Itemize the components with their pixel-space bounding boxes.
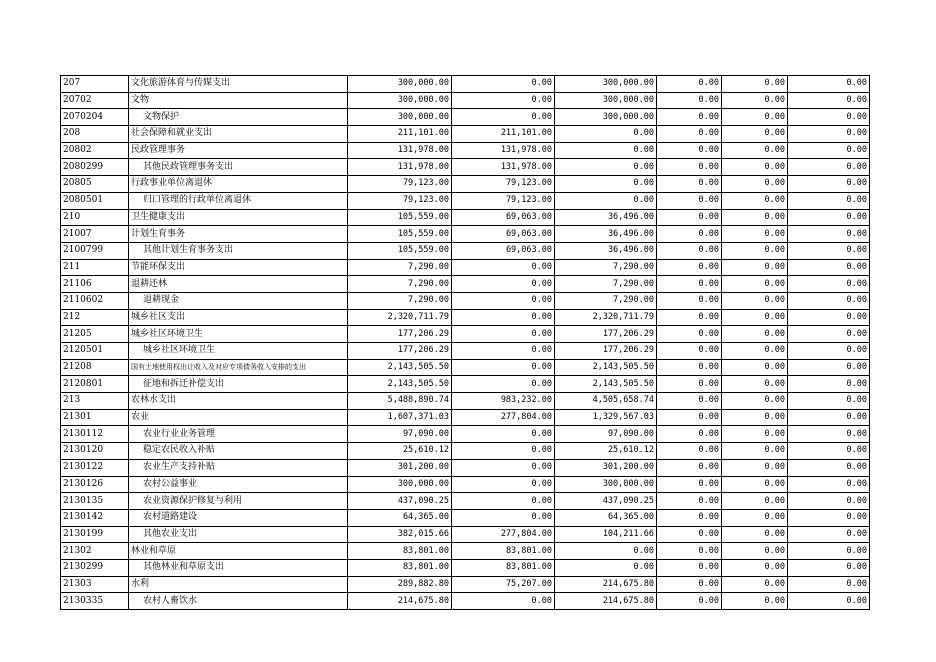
row-value-cell[interactable]: 0.00 xyxy=(722,393,788,410)
table-row xyxy=(61,259,870,276)
row-value-cell[interactable]: 0.00 xyxy=(788,159,870,176)
row-value-cell[interactable]: 0.00 xyxy=(657,76,722,93)
row-value-cell[interactable]: 0.00 xyxy=(722,359,788,376)
row-value-cell[interactable]: 0.00 xyxy=(452,359,555,376)
row-code-cell[interactable]: 2080501 xyxy=(61,192,129,209)
table-row xyxy=(61,476,870,493)
row-value-cell[interactable]: 0.00 xyxy=(657,409,722,426)
row-code-cell[interactable]: 211 xyxy=(61,259,129,276)
row-value-cell[interactable]: 0.00 xyxy=(788,142,870,159)
row-value-cell[interactable]: 0.00 xyxy=(788,343,870,360)
row-code-cell[interactable]: 2120801 xyxy=(61,376,129,393)
row-value-cell[interactable]: 0.00 xyxy=(722,259,788,276)
row-value-cell[interactable]: 0.00 xyxy=(788,593,870,610)
row-name-cell[interactable]: 城乡社区环境卫生 xyxy=(129,326,348,343)
row-value-cell[interactable]: 105,559.00 xyxy=(348,209,452,226)
row-value-cell[interactable]: 0.00 xyxy=(722,142,788,159)
table-row xyxy=(61,359,870,376)
row-value-cell[interactable]: 4,505,658.74 xyxy=(555,393,657,410)
row-name-cell[interactable]: 水利 xyxy=(129,576,348,593)
row-value-cell[interactable]: 64,365.00 xyxy=(348,509,452,526)
row-value-cell[interactable]: 0.00 xyxy=(657,309,722,326)
row-value-cell[interactable]: 0.00 xyxy=(722,509,788,526)
row-value-cell[interactable]: 79,123.00 xyxy=(452,176,555,193)
row-code-cell[interactable]: 20802 xyxy=(61,142,129,159)
row-code-cell[interactable]: 21106 xyxy=(61,276,129,293)
row-value-cell[interactable]: 25,610.12 xyxy=(555,443,657,460)
row-value-cell[interactable]: 0.00 xyxy=(657,292,722,309)
row-value-cell[interactable]: 83,801.00 xyxy=(348,543,452,560)
table-row xyxy=(61,109,870,126)
row-name-cell[interactable]: 节能环保支出 xyxy=(129,259,348,276)
row-value-cell[interactable]: 0.00 xyxy=(452,426,555,443)
row-value-cell[interactable]: 0.00 xyxy=(452,309,555,326)
row-value-cell[interactable]: 0.00 xyxy=(657,559,722,576)
row-value-cell[interactable]: 0.00 xyxy=(657,509,722,526)
row-value-cell[interactable]: 0.00 xyxy=(722,376,788,393)
row-value-cell[interactable]: 0.00 xyxy=(788,276,870,293)
row-value-cell[interactable]: 69,063.00 xyxy=(452,226,555,243)
row-value-cell[interactable]: 0.00 xyxy=(788,526,870,543)
row-value-cell[interactable]: 131,978.00 xyxy=(348,159,452,176)
row-value-cell[interactable]: 0.00 xyxy=(788,493,870,510)
table-row xyxy=(61,443,870,460)
row-code-cell[interactable]: 2130335 xyxy=(61,593,129,610)
row-value-cell[interactable]: 0.00 xyxy=(657,459,722,476)
row-value-cell[interactable]: 79,123.00 xyxy=(452,192,555,209)
row-code-cell[interactable]: 210 xyxy=(61,209,129,226)
row-value-cell[interactable]: 300,000.00 xyxy=(348,76,452,93)
row-name-cell[interactable]: 其他农业支出 xyxy=(129,526,348,543)
row-name-cell[interactable]: 退耕还林 xyxy=(129,276,348,293)
row-value-cell[interactable]: 0.00 xyxy=(657,576,722,593)
row-value-cell[interactable]: 277,804.00 xyxy=(452,409,555,426)
row-value-cell[interactable]: 0.00 xyxy=(657,109,722,126)
row-code-cell[interactable]: 2130142 xyxy=(61,509,129,526)
row-value-cell[interactable]: 0.00 xyxy=(788,292,870,309)
row-value-cell[interactable]: 0.00 xyxy=(657,343,722,360)
row-value-cell[interactable]: 7,290.00 xyxy=(555,292,657,309)
row-value-cell[interactable]: 0.00 xyxy=(722,309,788,326)
row-name-cell[interactable]: 征地和拆迁补偿支出 xyxy=(129,376,348,393)
row-value-cell[interactable]: 0.00 xyxy=(722,593,788,610)
row-value-cell[interactable]: 0.00 xyxy=(788,126,870,143)
row-name-cell[interactable]: 其他林业和草原支出 xyxy=(129,559,348,576)
row-value-cell[interactable]: 64,365.00 xyxy=(555,509,657,526)
row-value-cell[interactable]: 0.00 xyxy=(452,92,555,109)
table-row xyxy=(61,309,870,326)
row-value-cell[interactable]: 36,496.00 xyxy=(555,226,657,243)
row-value-cell[interactable]: 7,290.00 xyxy=(348,259,452,276)
row-value-cell[interactable]: 0.00 xyxy=(452,343,555,360)
table-row xyxy=(61,159,870,176)
row-value-cell[interactable]: 0.00 xyxy=(657,393,722,410)
row-value-cell[interactable]: 105,559.00 xyxy=(348,242,452,259)
row-value-cell[interactable]: 0.00 xyxy=(452,459,555,476)
row-value-cell[interactable]: 0.00 xyxy=(657,192,722,209)
row-code-cell[interactable]: 2100799 xyxy=(61,242,129,259)
row-value-cell[interactable]: 300,000.00 xyxy=(555,92,657,109)
row-value-cell[interactable]: 0.00 xyxy=(452,376,555,393)
row-value-cell[interactable]: 214,675.80 xyxy=(348,593,452,610)
row-code-cell[interactable]: 208 xyxy=(61,126,129,143)
row-value-cell[interactable]: 0.00 xyxy=(657,493,722,510)
row-value-cell[interactable]: 0.00 xyxy=(452,476,555,493)
row-value-cell[interactable]: 300,000.00 xyxy=(348,109,452,126)
row-value-cell[interactable]: 0.00 xyxy=(722,159,788,176)
row-value-cell[interactable]: 0.00 xyxy=(722,226,788,243)
row-value-cell[interactable]: 83,801.00 xyxy=(348,559,452,576)
table-row xyxy=(61,393,870,410)
row-value-cell[interactable]: 83,801.00 xyxy=(452,543,555,560)
row-value-cell[interactable]: 83,801.00 xyxy=(452,559,555,576)
row-code-cell[interactable]: 21303 xyxy=(61,576,129,593)
row-name-cell[interactable]: 卫生健康支出 xyxy=(129,209,348,226)
row-value-cell[interactable]: 0.00 xyxy=(722,559,788,576)
row-value-cell[interactable]: 0.00 xyxy=(788,92,870,109)
row-value-cell[interactable]: 1,329,567.03 xyxy=(555,409,657,426)
row-value-cell[interactable]: 0.00 xyxy=(452,593,555,610)
row-value-cell[interactable]: 25,610.12 xyxy=(348,443,452,460)
row-name-cell[interactable]: 其他计划生育事务支出 xyxy=(129,242,348,259)
row-value-cell[interactable]: 0.00 xyxy=(555,159,657,176)
row-value-cell[interactable]: 79,123.00 xyxy=(348,192,452,209)
row-value-cell[interactable]: 300,000.00 xyxy=(555,109,657,126)
table-row xyxy=(61,409,870,426)
row-value-cell[interactable]: 0.00 xyxy=(657,593,722,610)
row-value-cell[interactable]: 69,063.00 xyxy=(452,209,555,226)
row-name-cell[interactable]: 社会保障和就业支出 xyxy=(129,126,348,143)
row-value-cell[interactable]: 0.00 xyxy=(555,142,657,159)
row-value-cell[interactable]: 177,206.29 xyxy=(348,343,452,360)
table-row xyxy=(61,192,870,209)
table-row xyxy=(61,343,870,360)
row-value-cell[interactable]: 0.00 xyxy=(788,426,870,443)
row-name-cell[interactable]: 其他民政管理事务支出 xyxy=(129,159,348,176)
row-value-cell[interactable]: 0.00 xyxy=(657,209,722,226)
row-value-cell[interactable]: 301,200.00 xyxy=(348,459,452,476)
row-value-cell[interactable]: 75,207.00 xyxy=(452,576,555,593)
table-row xyxy=(61,559,870,576)
row-value-cell[interactable]: 2,143,505.50 xyxy=(555,359,657,376)
row-value-cell[interactable]: 0.00 xyxy=(657,259,722,276)
row-value-cell[interactable]: 2,143,505.50 xyxy=(555,376,657,393)
row-code-cell[interactable]: 2130135 xyxy=(61,493,129,510)
row-value-cell[interactable]: 0.00 xyxy=(657,443,722,460)
row-code-cell[interactable]: 2130122 xyxy=(61,459,129,476)
row-value-cell[interactable]: 0.00 xyxy=(722,543,788,560)
row-code-cell[interactable]: 2080299 xyxy=(61,159,129,176)
row-value-cell[interactable]: 0.00 xyxy=(555,192,657,209)
row-value-cell[interactable]: 0.00 xyxy=(788,259,870,276)
row-value-cell[interactable]: 0.00 xyxy=(722,409,788,426)
row-value-cell[interactable]: 177,206.29 xyxy=(555,343,657,360)
row-value-cell[interactable]: 0.00 xyxy=(788,192,870,209)
row-value-cell[interactable]: 0.00 xyxy=(657,359,722,376)
row-value-cell[interactable]: 0.00 xyxy=(722,76,788,93)
row-value-cell[interactable]: 300,000.00 xyxy=(348,92,452,109)
table-row xyxy=(61,176,870,193)
row-code-cell[interactable]: 20805 xyxy=(61,176,129,193)
table-row xyxy=(61,509,870,526)
row-value-cell[interactable]: 0.00 xyxy=(722,476,788,493)
row-value-cell[interactable]: 0.00 xyxy=(722,443,788,460)
row-code-cell[interactable]: 213 xyxy=(61,393,129,410)
row-name-cell[interactable]: 民政管理事务 xyxy=(129,142,348,159)
row-value-cell[interactable]: 437,090.25 xyxy=(555,493,657,510)
row-value-cell[interactable]: 0.00 xyxy=(555,559,657,576)
budget-table xyxy=(60,75,870,610)
row-value-cell[interactable]: 437,090.25 xyxy=(348,493,452,510)
row-value-cell[interactable]: 0.00 xyxy=(452,509,555,526)
row-value-cell[interactable]: 0.00 xyxy=(722,109,788,126)
table-row xyxy=(61,292,870,309)
row-value-cell[interactable]: 69,063.00 xyxy=(452,242,555,259)
row-name-cell[interactable]: 计划生育事务 xyxy=(129,226,348,243)
row-name-cell[interactable]: 农村道路建设 xyxy=(129,509,348,526)
table-row xyxy=(61,526,870,543)
row-value-cell[interactable]: 0.00 xyxy=(452,493,555,510)
row-value-cell[interactable]: 0.00 xyxy=(788,576,870,593)
row-value-cell[interactable]: 104,211.66 xyxy=(555,526,657,543)
table-row xyxy=(61,209,870,226)
row-value-cell[interactable]: 0.00 xyxy=(657,126,722,143)
row-name-cell[interactable]: 退耕现金 xyxy=(129,292,348,309)
row-value-cell[interactable]: 2,143,505.50 xyxy=(348,359,452,376)
row-value-cell[interactable]: 0.00 xyxy=(788,226,870,243)
row-value-cell[interactable]: 7,290.00 xyxy=(348,276,452,293)
table-row xyxy=(61,76,870,93)
row-value-cell[interactable]: 0.00 xyxy=(657,92,722,109)
row-name-cell[interactable]: 农业资源保护修复与利用 xyxy=(129,493,348,510)
row-value-cell[interactable]: 0.00 xyxy=(657,376,722,393)
row-value-cell[interactable]: 0.00 xyxy=(788,543,870,560)
table-row xyxy=(61,543,870,560)
row-value-cell[interactable]: 0.00 xyxy=(555,126,657,143)
row-code-cell[interactable]: 2110602 xyxy=(61,292,129,309)
table-row xyxy=(61,493,870,510)
row-value-cell[interactable]: 0.00 xyxy=(788,409,870,426)
row-value-cell[interactable]: 0.00 xyxy=(788,309,870,326)
row-value-cell[interactable]: 0.00 xyxy=(788,443,870,460)
row-value-cell[interactable]: 0.00 xyxy=(788,209,870,226)
table-row xyxy=(61,576,870,593)
row-value-cell[interactable]: 0.00 xyxy=(788,359,870,376)
row-code-cell[interactable]: 20702 xyxy=(61,92,129,109)
row-name-cell[interactable]: 农业 xyxy=(129,409,348,426)
table-row xyxy=(61,276,870,293)
row-code-cell[interactable]: 2130199 xyxy=(61,526,129,543)
row-value-cell[interactable]: 0.00 xyxy=(555,543,657,560)
row-value-cell[interactable]: 0.00 xyxy=(722,292,788,309)
row-value-cell[interactable]: 0.00 xyxy=(722,426,788,443)
row-value-cell[interactable]: 301,200.00 xyxy=(555,459,657,476)
row-value-cell[interactable]: 0.00 xyxy=(722,526,788,543)
row-value-cell[interactable]: 300,000.00 xyxy=(348,476,452,493)
row-code-cell[interactable]: 2070204 xyxy=(61,109,129,126)
row-name-cell[interactable]: 稳定农民收入补贴 xyxy=(129,443,348,460)
row-value-cell[interactable]: 97,090.00 xyxy=(555,426,657,443)
row-value-cell[interactable]: 177,206.29 xyxy=(555,326,657,343)
row-name-cell[interactable]: 文化旅游体育与传媒支出 xyxy=(129,76,348,93)
row-name-cell[interactable]: 文物 xyxy=(129,92,348,109)
row-value-cell[interactable]: 211,101.00 xyxy=(452,126,555,143)
row-code-cell[interactable]: 21007 xyxy=(61,226,129,243)
row-code-cell[interactable]: 21205 xyxy=(61,326,129,343)
row-name-cell[interactable]: 农村人畜饮水 xyxy=(129,593,348,610)
row-code-cell[interactable]: 2130126 xyxy=(61,476,129,493)
row-value-cell[interactable]: 0.00 xyxy=(722,192,788,209)
row-value-cell[interactable]: 2,320,711.79 xyxy=(555,309,657,326)
table-row xyxy=(61,226,870,243)
row-value-cell[interactable]: 0.00 xyxy=(657,226,722,243)
table-row xyxy=(61,326,870,343)
row-value-cell[interactable]: 300,000.00 xyxy=(555,476,657,493)
row-value-cell[interactable]: 0.00 xyxy=(657,526,722,543)
row-value-cell[interactable]: 79,123.00 xyxy=(348,176,452,193)
row-value-cell[interactable]: 0.00 xyxy=(722,92,788,109)
row-value-cell[interactable]: 7,290.00 xyxy=(348,292,452,309)
row-value-cell[interactable]: 0.00 xyxy=(788,326,870,343)
row-code-cell[interactable]: 212 xyxy=(61,309,129,326)
row-value-cell[interactable]: 2,143,505.50 xyxy=(348,376,452,393)
row-value-cell[interactable]: 300,000.00 xyxy=(555,76,657,93)
row-code-cell[interactable]: 207 xyxy=(61,76,129,93)
table-row xyxy=(61,593,870,610)
row-value-cell[interactable]: 0.00 xyxy=(788,242,870,259)
row-name-cell[interactable]: 城乡社区环境卫生 xyxy=(129,343,348,360)
row-value-cell[interactable]: 7,290.00 xyxy=(555,259,657,276)
row-value-cell[interactable]: 0.00 xyxy=(788,559,870,576)
row-code-cell[interactable]: 2130120 xyxy=(61,443,129,460)
row-name-cell[interactable]: 行政事业单位离退休 xyxy=(129,176,348,193)
row-value-cell[interactable]: 36,496.00 xyxy=(555,242,657,259)
row-name-cell[interactable]: 城乡社区支出 xyxy=(129,309,348,326)
row-value-cell[interactable]: 0.00 xyxy=(788,509,870,526)
row-name-cell[interactable]: 农业生产支持补贴 xyxy=(129,459,348,476)
row-code-cell[interactable]: 21301 xyxy=(61,409,129,426)
row-value-cell[interactable]: 2,320,711.79 xyxy=(348,309,452,326)
row-value-cell[interactable]: 0.00 xyxy=(555,176,657,193)
row-value-cell[interactable]: 0.00 xyxy=(657,476,722,493)
row-value-cell[interactable]: 5,488,890.74 xyxy=(348,393,452,410)
row-value-cell[interactable]: 36,496.00 xyxy=(555,209,657,226)
row-value-cell[interactable]: 289,882.80 xyxy=(348,576,452,593)
row-value-cell[interactable]: 0.00 xyxy=(788,176,870,193)
row-value-cell[interactable]: 0.00 xyxy=(788,76,870,93)
row-code-cell[interactable]: 21208 xyxy=(61,359,129,376)
row-value-cell[interactable]: 382,015.66 xyxy=(348,526,452,543)
row-value-cell[interactable]: 0.00 xyxy=(788,109,870,126)
row-value-cell[interactable]: 0.00 xyxy=(722,493,788,510)
row-value-cell[interactable]: 214,675.80 xyxy=(555,576,657,593)
row-code-cell[interactable]: 2120501 xyxy=(61,343,129,360)
table-row xyxy=(61,142,870,159)
row-value-cell[interactable]: 0.00 xyxy=(657,326,722,343)
row-value-cell[interactable]: 131,978.00 xyxy=(452,159,555,176)
table-row xyxy=(61,92,870,109)
table-row xyxy=(61,126,870,143)
table-body xyxy=(61,76,870,610)
row-value-cell[interactable]: 277,804.00 xyxy=(452,526,555,543)
row-value-cell[interactable]: 0.00 xyxy=(452,76,555,93)
row-name-cell[interactable]: 农村公益事业 xyxy=(129,476,348,493)
row-value-cell[interactable]: 0.00 xyxy=(657,159,722,176)
row-value-cell[interactable]: 983,232.00 xyxy=(452,393,555,410)
table-row xyxy=(61,376,870,393)
row-value-cell[interactable]: 214,675.80 xyxy=(555,593,657,610)
row-value-cell[interactable]: 105,559.00 xyxy=(348,226,452,243)
row-value-cell[interactable]: 0.00 xyxy=(788,393,870,410)
row-value-cell[interactable]: 0.00 xyxy=(722,276,788,293)
table-row xyxy=(61,242,870,259)
row-value-cell[interactable]: 97,090.00 xyxy=(348,426,452,443)
row-value-cell[interactable]: 0.00 xyxy=(788,459,870,476)
row-value-cell[interactable]: 0.00 xyxy=(452,109,555,126)
row-value-cell[interactable]: 131,978.00 xyxy=(452,142,555,159)
row-value-cell[interactable]: 211,101.00 xyxy=(348,126,452,143)
row-value-cell[interactable]: 0.00 xyxy=(657,176,722,193)
row-value-cell[interactable]: 0.00 xyxy=(657,142,722,159)
row-value-cell[interactable]: 131,978.00 xyxy=(348,142,452,159)
row-value-cell[interactable]: 0.00 xyxy=(722,242,788,259)
row-name-cell[interactable]: 归口管理的行政单位离退休 xyxy=(129,192,348,209)
table-row xyxy=(61,426,870,443)
row-name-cell[interactable]: 农业行业业务管理 xyxy=(129,426,348,443)
row-name-cell[interactable]: 农林水支出 xyxy=(129,393,348,410)
row-value-cell[interactable]: 0.00 xyxy=(452,259,555,276)
row-value-cell[interactable]: 0.00 xyxy=(722,343,788,360)
row-value-cell[interactable]: 0.00 xyxy=(657,242,722,259)
row-value-cell[interactable]: 0.00 xyxy=(722,576,788,593)
row-value-cell[interactable]: 0.00 xyxy=(452,276,555,293)
row-value-cell[interactable]: 0.00 xyxy=(722,459,788,476)
row-value-cell[interactable]: 7,290.00 xyxy=(555,276,657,293)
row-value-cell[interactable]: 0.00 xyxy=(452,443,555,460)
row-value-cell[interactable]: 177,206.29 xyxy=(348,326,452,343)
row-name-cell[interactable]: 文物保护 xyxy=(129,109,348,126)
row-value-cell[interactable]: 0.00 xyxy=(657,276,722,293)
row-value-cell[interactable]: 0.00 xyxy=(657,543,722,560)
table-row xyxy=(61,459,870,476)
row-value-cell[interactable]: 0.00 xyxy=(657,426,722,443)
row-value-cell[interactable]: 0.00 xyxy=(722,326,788,343)
row-name-cell[interactable]: 林业和草原 xyxy=(129,543,348,560)
row-name-cell[interactable]: 国有土地使用权出让收入及对应专项债务收入安排的支出 xyxy=(129,359,348,376)
row-value-cell[interactable]: 0.00 xyxy=(788,476,870,493)
row-value-cell[interactable]: 0.00 xyxy=(722,176,788,193)
row-value-cell[interactable]: 0.00 xyxy=(788,376,870,393)
row-value-cell[interactable]: 0.00 xyxy=(452,292,555,309)
row-value-cell[interactable]: 0.00 xyxy=(722,126,788,143)
row-code-cell[interactable]: 21302 xyxy=(61,543,129,560)
row-code-cell[interactable]: 2130112 xyxy=(61,426,129,443)
row-value-cell[interactable]: 0.00 xyxy=(722,209,788,226)
row-value-cell[interactable]: 0.00 xyxy=(452,326,555,343)
row-code-cell[interactable]: 2130299 xyxy=(61,559,129,576)
row-value-cell[interactable]: 1,607,371.03 xyxy=(348,409,452,426)
